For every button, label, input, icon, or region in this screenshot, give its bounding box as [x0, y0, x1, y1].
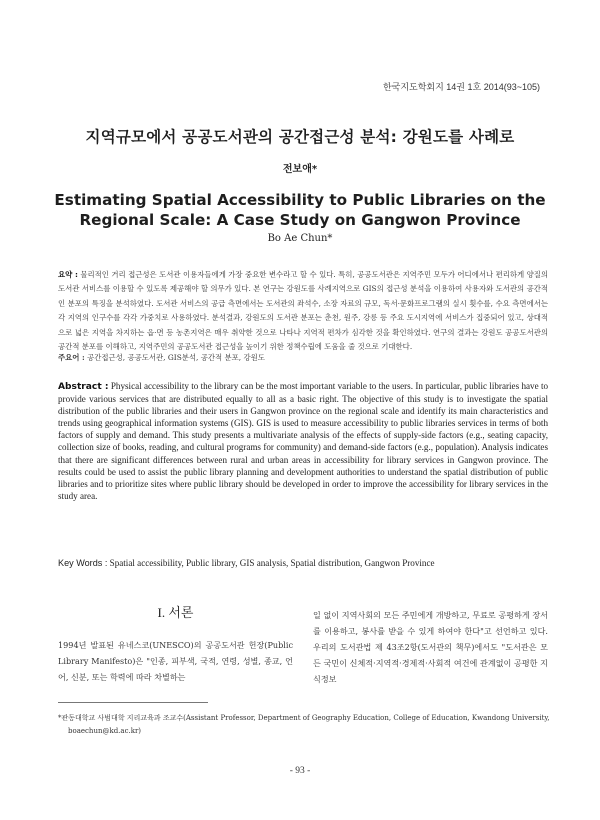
korean-abstract: [58, 268, 548, 354]
korean-keywords-label: 주요어 :: [58, 353, 85, 362]
korean-keywords-text: 공간접근성, 공공도서관, GIS분석, 공간적 분포, 강원도: [84, 353, 265, 362]
body-text-right-column: 일 없이 지역사회의 모든 주민에게 개방하고, 무료로 공평하게 장서를 이용하고, 봉사를 받을 수 있게 하여야 한다"고 선언하고 있다. 우리의 도서관법 제 43조2항(도서관의 책무)에서도 "도서관은 모든 국민이 신체적·지역적·경제적·사회적 여건에 관계없이 공평한 지식정보: [313, 610, 548, 684]
english-keywords: [58, 558, 548, 568]
footnote-divider: [58, 702, 208, 703]
english-abstract-label: Abstract :: [58, 382, 109, 392]
english-abstract-text: Physical accessibility to the library can be the most important variable to the users. In particular, public libraries have to provide various services that are distributed equally to all as a basic right. The objective of this study is to investigate the spatial distribution of the public libraries and their users in Gangwon province on the regional scale and identify its main characteristics and trends using geographical information systems (GIS). GIS is used to measure accessibility to public libraries services in terms of both factors of supply and demand. This study presents a multivariate analysis of the effects of supply-side factors (e.g., seating capacity, collection size of books, reading, and cultural programs for community) and demand-side factors (e.g., population). Analysis indicates that there are significant differences between rural and urban areas in accessibility for library services in Gangwon province. The results could be used to assist the public library planning and development authorities to understand the spatial distribution of public libraries and to prioritize sites where public library should be developed in order to improve the accessibility for library services in the study area.: [58, 381, 549, 501]
korean-abstract-text: 물리적인 거리 접근성은 도서관 이용자들에게 가장 중요한 변수라고 할 수 있다. 특히, 공공도서관은 지역주민 모두가 어디에서나 편리하게 양질의 도서관 서비스를 이용할 수 있도록 제공해야 할 의무가 있다. 본 연구는 강원도를 사례지역으로 GIS의 접근성 분석을 이용하여 사용자와 도서관의 공간적인 분포의 특징을 분석하였다. 도서관 서비스의 공급 측면에서는 도서관의 좌석수, 소장 자료의 규모, 독서·문화프로그램의 실시 횟수를, 수요 측면에서는 각 지역의 인구수를 각각 가중치로 사용하였다. 분석결과, 강원도의 도서관 분포는 춘천, 원주, 강릉 등 주요 도시지역에 서비스가 집중되어 있고, 상대적으로 넓은 지역을 차지하는 읍·면 등 농촌지역은 매우 취약한 것으로 나타나 지역적 편차가 심각한 것을 확인하였다. 연구의 결과는 강원도 공공도서관의 공간적 분포를 이해하고, 지역주민의 공공도서관 접근성을 높이기 위한 정책수립에 도움을 줄 것으로 기대한다.: [58, 270, 549, 352]
english-abstract: [58, 380, 548, 502]
author-footnote: *관동대학교 사범대학 지리교육과 조교수(Assistant Professor, Department of Geography Education, College of Education, Kwandong University, boaechun@kd.ac.kr): [58, 714, 550, 735]
journal-reference: 한국지도학회지 14권 1호 2014(93~105): [382, 82, 540, 92]
korean-title: 지역규모에서 공공도서관의 공간접근성 분석: 강원도를 사례로: [85, 128, 515, 146]
english-title: Estimating Spatial Accessibility to Public Libraries on the Regional Scale: A Case Study on Gangwon Province: [54, 191, 546, 229]
korean-keywords: [58, 352, 548, 363]
page-number: - 93 -: [289, 766, 311, 776]
korean-abstract-label: 요약 :: [58, 270, 78, 279]
english-author: Bo Ae Chun*: [267, 233, 333, 244]
english-keywords-text: Spatial accessibility, Public library, GIS analysis, Spatial distribution, Gangwon Province: [107, 558, 435, 568]
english-keywords-label: Key Words :: [58, 558, 108, 568]
body-text-left-column: 1994년 발표된 유네스코(UNESCO)의 공공도서관 헌장(Public Library Manifesto)은 "인종, 피부색, 국적, 연령, 성별, 종교, 언어, 신분, 또는 학력에 따라 차별하는: [58, 640, 293, 682]
korean-author: 전보애*: [282, 164, 318, 175]
section-heading: I. 서론: [157, 605, 194, 620]
